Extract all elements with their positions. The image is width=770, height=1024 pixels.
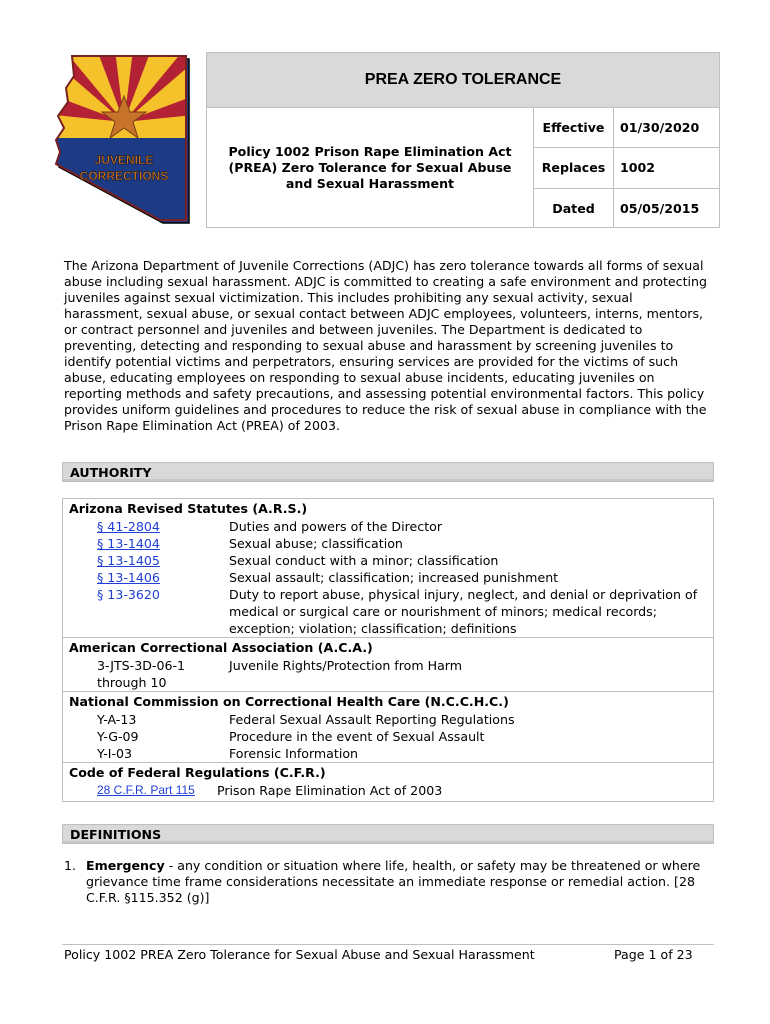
authority-row	[63, 552, 713, 569]
footer-policy-title: Policy 1002 PREA Zero Tolerance for Sexual Abuse and Sexual Harassment	[64, 947, 535, 962]
standard-desc: Procedure in the event of Sexual Assault	[229, 729, 485, 744]
svg-text:CORRECTIONS: CORRECTIONS	[79, 169, 169, 183]
effective-label: Effective	[534, 108, 614, 147]
dated-label: Dated	[534, 189, 614, 228]
definition-item	[64, 858, 714, 906]
standard-desc: Juvenile Rights/Protection from Harm	[229, 658, 463, 673]
aca-label: American Correctional Association (A.C.A.)	[69, 640, 373, 655]
authority-row	[63, 657, 713, 692]
dated-value: 05/05/2015	[620, 200, 700, 216]
standard-desc: Forensic Information	[229, 746, 359, 761]
policy-title: Policy 1002 Prison Rape Elimination Act (PREA) Zero Tolerance for Sexual Abuse and Sexual Harassment	[207, 108, 534, 228]
standard-desc: Federal Sexual Assault Reporting Regulations	[229, 712, 515, 727]
statute-link[interactable]: § 13-1405	[97, 553, 160, 568]
policy-header	[206, 52, 720, 228]
statute-ref: § 13-3620	[97, 587, 160, 602]
page-number: Page 1 of 23	[614, 947, 693, 962]
effective-value: 01/30/2020	[620, 120, 700, 136]
statute-desc: Duty to report abuse, physical injury, neglect, and denial or deprivation of medical or surgical care or nourishment of minors; medical records; exception; violation; classification; definitions	[229, 587, 698, 636]
authority-row	[63, 711, 713, 728]
policy-header-title: PREA ZERO TOLERANCE	[207, 53, 719, 108]
definition-term: Emergency	[86, 858, 165, 873]
definitions-heading: DEFINITIONS	[62, 824, 714, 844]
standard-ref: Y-I-03	[97, 746, 133, 761]
footer-divider	[62, 944, 714, 945]
ncchc-label: National Commission on Correctional Health Care (N.C.C.H.C.)	[69, 694, 509, 709]
authority-row	[63, 782, 713, 801]
statute-link[interactable]: § 13-1406	[97, 570, 160, 585]
authority-table	[62, 498, 714, 802]
replaces-label: Replaces	[534, 148, 614, 187]
statute-desc: Sexual abuse; classification	[229, 536, 403, 551]
authority-row	[63, 535, 713, 552]
authority-row	[63, 745, 713, 763]
statute-desc: Duties and powers of the Director	[229, 519, 443, 534]
cfr-label: Code of Federal Regulations (C.F.R.)	[69, 765, 326, 780]
authority-row	[63, 518, 713, 535]
authority-row	[63, 569, 713, 586]
authority-heading: AUTHORITY	[62, 462, 714, 482]
authority-row	[63, 728, 713, 745]
definition-number: 1.	[64, 858, 77, 873]
svg-text:JUVENILE: JUVENILE	[94, 153, 154, 167]
standard-ref: 3-JTS-3D-06-1 through 10	[97, 658, 186, 690]
authority-row	[63, 586, 713, 638]
cfr-link[interactable]: 28 C.F.R. Part 115	[97, 783, 195, 797]
statute-link[interactable]: § 41-2804	[97, 519, 160, 534]
statute-desc: Sexual assault; classification; increased punishment	[229, 570, 559, 585]
cfr-desc: Prison Rape Elimination Act of 2003	[217, 783, 443, 798]
definition-text: - any condition or situation where life, health, or safety may be threatened or where grievance time frame considerations necessitate an immediate response or remedial action. [28 C.F.R. §115.352 (g)]	[86, 858, 701, 905]
intro-paragraph: The Arizona Department of Juvenile Corrections (ADJC) has zero tolerance towards all forms of sexual abuse including sexual harassment. ADJC is committed to creating a safe environment and protecting juveniles against sexual victimization. This includes prohibiting any sexual activity, sexual harassment, sexual abuse, or sexual contact between ADJC employees, volunteers, interns, mentors, or contract personnel and juveniles and between juveniles. The Department is dedicated to preventing, detecting and responding to sexual abuse and harassment by screening juveniles to identify potential victims and perpetrators, ensuring services are provided for the victims of such abuse, educating employees on responding to sexual abuse incidents, educating juveniles on reporting methods and safety precautions, and assessing potential environmental factors. This policy provides uniform guidelines and procedures to reduce the risk of sexual abuse in compliance with the Prison Rape Elimination Act (PREA) of 2003.	[64, 258, 708, 433]
replaces-value: 1002	[620, 160, 656, 176]
standard-ref: Y-G-09	[97, 729, 139, 744]
statute-desc: Sexual conduct with a minor; classification	[229, 553, 499, 568]
adjc-logo	[52, 52, 190, 224]
definition-body	[86, 858, 714, 906]
ars-label: Arizona Revised Statutes (A.R.S.)	[69, 501, 308, 516]
standard-ref: Y-A-13	[97, 712, 137, 727]
statute-link[interactable]: § 13-1404	[97, 536, 160, 551]
